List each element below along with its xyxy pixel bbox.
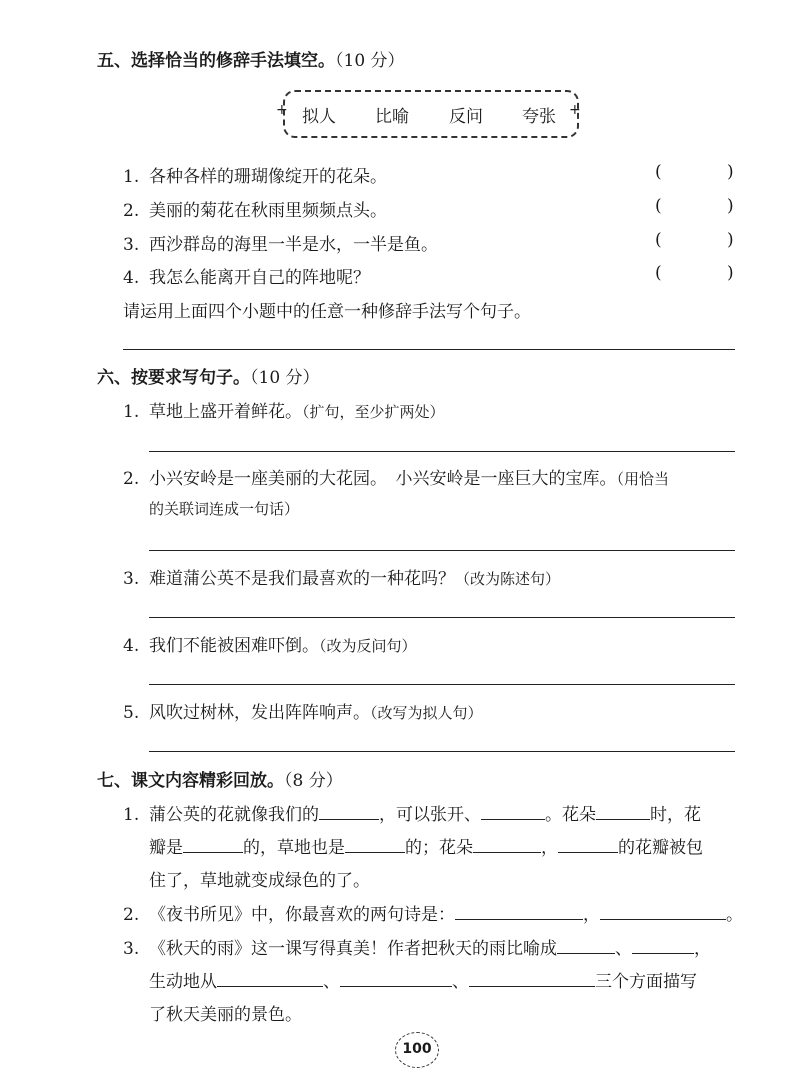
- item-text: 风吹过树林，发出阵阵响声。: [149, 703, 370, 723]
- item-text: 美丽的菊花在秋雨里频频点头。: [149, 201, 387, 221]
- item-number: 1.: [123, 805, 140, 825]
- item-number: 2.: [123, 469, 140, 489]
- item-note: （改写为拟人句）: [370, 704, 483, 722]
- item-note: （改为反问句）: [319, 637, 417, 655]
- text-segment: 的花瓣被包: [618, 838, 703, 858]
- fill-blank[interactable]: [469, 972, 595, 987]
- section6-title: [97, 363, 320, 388]
- option-rhetorical-question: 反问: [449, 107, 483, 127]
- text-segment: 三个方面描写: [595, 972, 697, 992]
- section6-item-2-note-cont: 的关联词连成一句话）: [149, 500, 300, 518]
- item-note: （扩句，至少扩两处）: [302, 403, 445, 421]
- item-text: 草地上盛开着鲜花。: [149, 402, 302, 422]
- section5-item-4: [123, 263, 370, 288]
- answer-paren-open-1: (: [655, 162, 662, 182]
- section7-title: [97, 766, 343, 791]
- box-plus-right: +: [569, 102, 581, 118]
- section6-item-4: [123, 631, 417, 656]
- answer-paren-open-4: (: [655, 263, 662, 283]
- section5-item-3: [123, 230, 438, 255]
- box-plus-left: +: [276, 102, 288, 118]
- item-number: 3.: [123, 569, 140, 589]
- item-note: （改为陈述句）: [455, 570, 561, 588]
- section6-title-text: 六、按要求写句子。: [97, 368, 250, 388]
- item-text: 小兴安岭是一座美丽的大花园。 小兴安岭是一座巨大的宝库。: [149, 469, 617, 489]
- section6-item-2: [123, 464, 669, 489]
- fill-blank[interactable]: [596, 805, 650, 820]
- item-number: 3.: [123, 235, 140, 255]
- item-number: 2.: [123, 905, 140, 925]
- text-segment: 、: [452, 972, 469, 992]
- item-text: 我们不能被困难吓倒。: [149, 636, 319, 656]
- section5-title: [97, 46, 405, 71]
- section5-answer-line[interactable]: [123, 349, 735, 350]
- text-segment: ，: [694, 939, 711, 959]
- answer-paren-open-2: (: [655, 196, 662, 216]
- text-segment: ，: [583, 905, 600, 925]
- section5-title-text: 五、选择恰当的修辞手法填空。: [97, 51, 335, 71]
- section7-q1-line3: 住了，草地就变成绿色的了。: [149, 871, 370, 891]
- option-hyperbole: 夸张: [522, 107, 556, 127]
- item-note: （用恰当: [616, 470, 670, 488]
- answer-paren-close-1: ): [727, 162, 734, 182]
- section7-q1-line2: [149, 833, 703, 858]
- text-segment: 。花朵: [545, 805, 596, 825]
- section5-instruction: 请运用上面四个小题中的任意一种修辞手法写个句子。: [123, 302, 531, 322]
- fill-blank[interactable]: [632, 939, 694, 954]
- fill-blank[interactable]: [319, 805, 379, 820]
- item-text: 难道蒲公英不是我们最喜欢的一种花吗？: [149, 569, 455, 589]
- section7-q3-line2: [149, 967, 697, 992]
- fill-blank[interactable]: [558, 838, 618, 853]
- text-segment: ，: [541, 838, 558, 858]
- section6-answer-line-2[interactable]: [149, 550, 735, 551]
- section6-answer-line-4[interactable]: [149, 684, 735, 685]
- fill-blank[interactable]: [600, 905, 726, 920]
- item-number: 4.: [123, 268, 140, 288]
- section7-q1-line1: [123, 800, 701, 825]
- section7-score: （8 分）: [284, 771, 343, 791]
- fill-blank[interactable]: [345, 838, 405, 853]
- fill-blank[interactable]: [217, 972, 323, 987]
- text-segment: 蒲公英的花就像我们的: [149, 805, 319, 825]
- text-segment: 。: [726, 905, 743, 925]
- text-segment: 《秋天的雨》这一课写得真美！作者把秋天的雨比喻成: [149, 939, 557, 959]
- item-text: 西沙群岛的海里一半是水，一半是鱼。: [149, 235, 438, 255]
- section7-q3-line1: [123, 934, 711, 959]
- section6-answer-line-5[interactable]: [149, 751, 735, 752]
- page-number: 100: [395, 1032, 439, 1068]
- section7-title-text: 七、课文内容精彩回放。: [97, 771, 284, 791]
- section7-q2: [123, 900, 743, 925]
- answer-paren-close-2: ): [727, 196, 734, 216]
- section6-item-3: [123, 564, 560, 589]
- text-segment: 瓣是: [149, 838, 183, 858]
- item-number: 4.: [123, 636, 140, 656]
- text-segment: 、: [323, 972, 340, 992]
- section7-q3-line3: 了秋天美丽的景色。: [149, 1005, 302, 1025]
- text-segment: 的，草地也是: [243, 838, 345, 858]
- section6-score: （10 分）: [250, 368, 320, 388]
- answer-paren-open-3: (: [655, 230, 662, 250]
- text-segment: 、: [615, 939, 632, 959]
- section5-score: （10 分）: [335, 51, 405, 71]
- text-segment: 《夜书所见》中，你最喜欢的两句诗是：: [149, 905, 455, 925]
- fill-blank[interactable]: [557, 939, 615, 954]
- text-segment: ，可以张开、: [379, 805, 481, 825]
- fill-blank[interactable]: [340, 972, 452, 987]
- section6-answer-line-1[interactable]: [149, 451, 735, 452]
- text-segment: 的；花朵: [405, 838, 473, 858]
- section6-answer-line-3[interactable]: [149, 617, 735, 618]
- section6-item-5: [123, 698, 483, 723]
- section5-item-1: [123, 162, 387, 187]
- fill-blank[interactable]: [183, 838, 243, 853]
- fill-blank[interactable]: [473, 838, 541, 853]
- item-number: 3.: [123, 939, 140, 959]
- text-segment: 生动地从: [149, 972, 217, 992]
- section6-item-1: [123, 397, 445, 422]
- item-number: 1.: [123, 167, 140, 187]
- answer-paren-close-3: ): [727, 230, 734, 250]
- section5-item-2: [123, 196, 387, 221]
- option-metaphor: 比喻: [375, 107, 409, 127]
- item-text: 各种各样的珊瑚像绽开的花朵。: [149, 167, 387, 187]
- item-number: 1.: [123, 402, 140, 422]
- fill-blank[interactable]: [455, 905, 583, 920]
- item-text: 我怎么能离开自己的阵地呢？: [149, 268, 370, 288]
- fill-blank[interactable]: [481, 805, 545, 820]
- item-number: 2.: [123, 201, 140, 221]
- text-segment: 时，花: [650, 805, 701, 825]
- item-number: 5.: [123, 703, 140, 723]
- answer-paren-close-4: ): [727, 263, 734, 283]
- option-personification: 拟人: [302, 107, 336, 127]
